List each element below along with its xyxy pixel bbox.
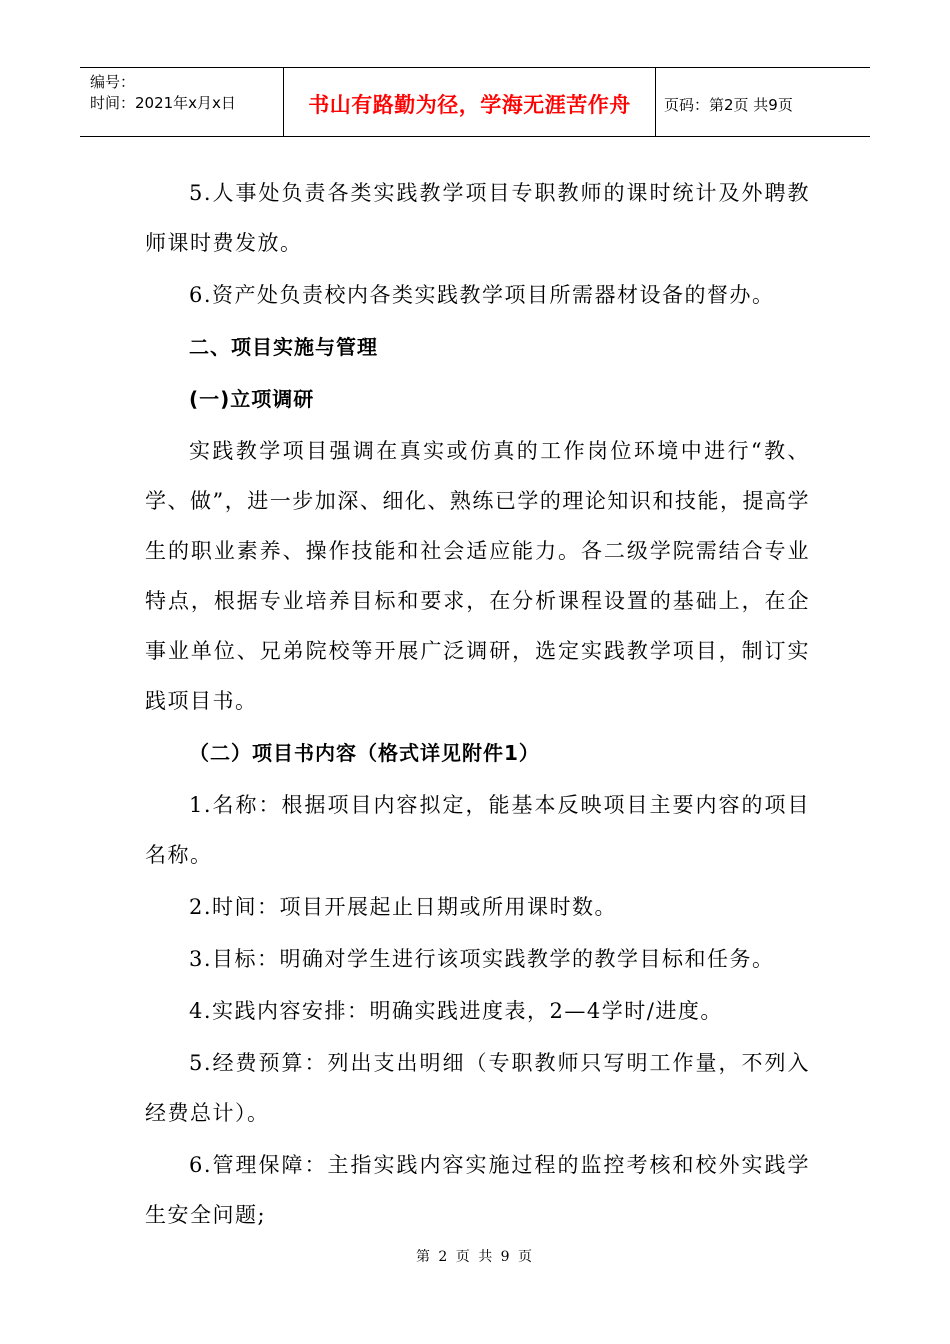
paragraph: 6.管理保障：主指实践内容实施过程的监控考核和校外实践学生安全问题; [145,1153,810,1227]
paragraph: 2.时间：项目开展起止日期或所用课时数。 [189,895,618,919]
paragraph: 5.经费预算：列出支出明细（专职教师只写明工作量，不列入经费总计）。 [145,1051,810,1125]
paragraph: 实践教学项目强调在真实或仿真的工作岗位环境中进行“教、学、做”，进一步加深、细化、熟练已学的理论知识和技能，提高学生的职业素养、操作技能和社会适应能力。各二级学院需结合专业特点，根据专业培养目标和要求，在分析课程设置的基础上，在企事业单位、兄弟院校等开展广泛调研，选定实践教学项目，制订实践项目书。 [145,439,810,713]
subsection-heading: (一)立项调研 [189,387,315,411]
section-heading: 二、项目实施与管理 [189,335,378,359]
document-number: 编号： [90,73,136,91]
document-body [145,168,810,1240]
header-page-info: 页码：第2页 共9页 [664,95,793,114]
page-header [80,67,870,137]
paragraph: 5.人事处负责各类实践教学项目专职教师的课时统计及外聘教师课时费发放。 [145,181,810,255]
paragraph: 4.实践内容安排：明确实践进度表，2—4学时/进度。 [189,999,723,1023]
paragraph: 1.名称：根据项目内容拟定，能基本反映项目主要内容的项目名称。 [145,793,810,867]
header-meta [80,68,283,136]
paragraph: 3.目标：明确对学生进行该项实践教学的教学目标和任务。 [189,947,775,971]
paragraph: 6.资产处负责校内各类实践教学项目所需器材设备的督办。 [189,283,775,307]
header-motto: 书山有路勤为径，学海无涯苦作舟 [308,93,631,117]
subsection-heading: （二）项目书内容（格式详见附件1） [189,741,540,765]
document-time: 时间：2021年x月x日 [90,94,236,112]
header-motto-cell [283,68,656,136]
page-footer: 第 2 页 共 9 页 [415,1249,535,1265]
